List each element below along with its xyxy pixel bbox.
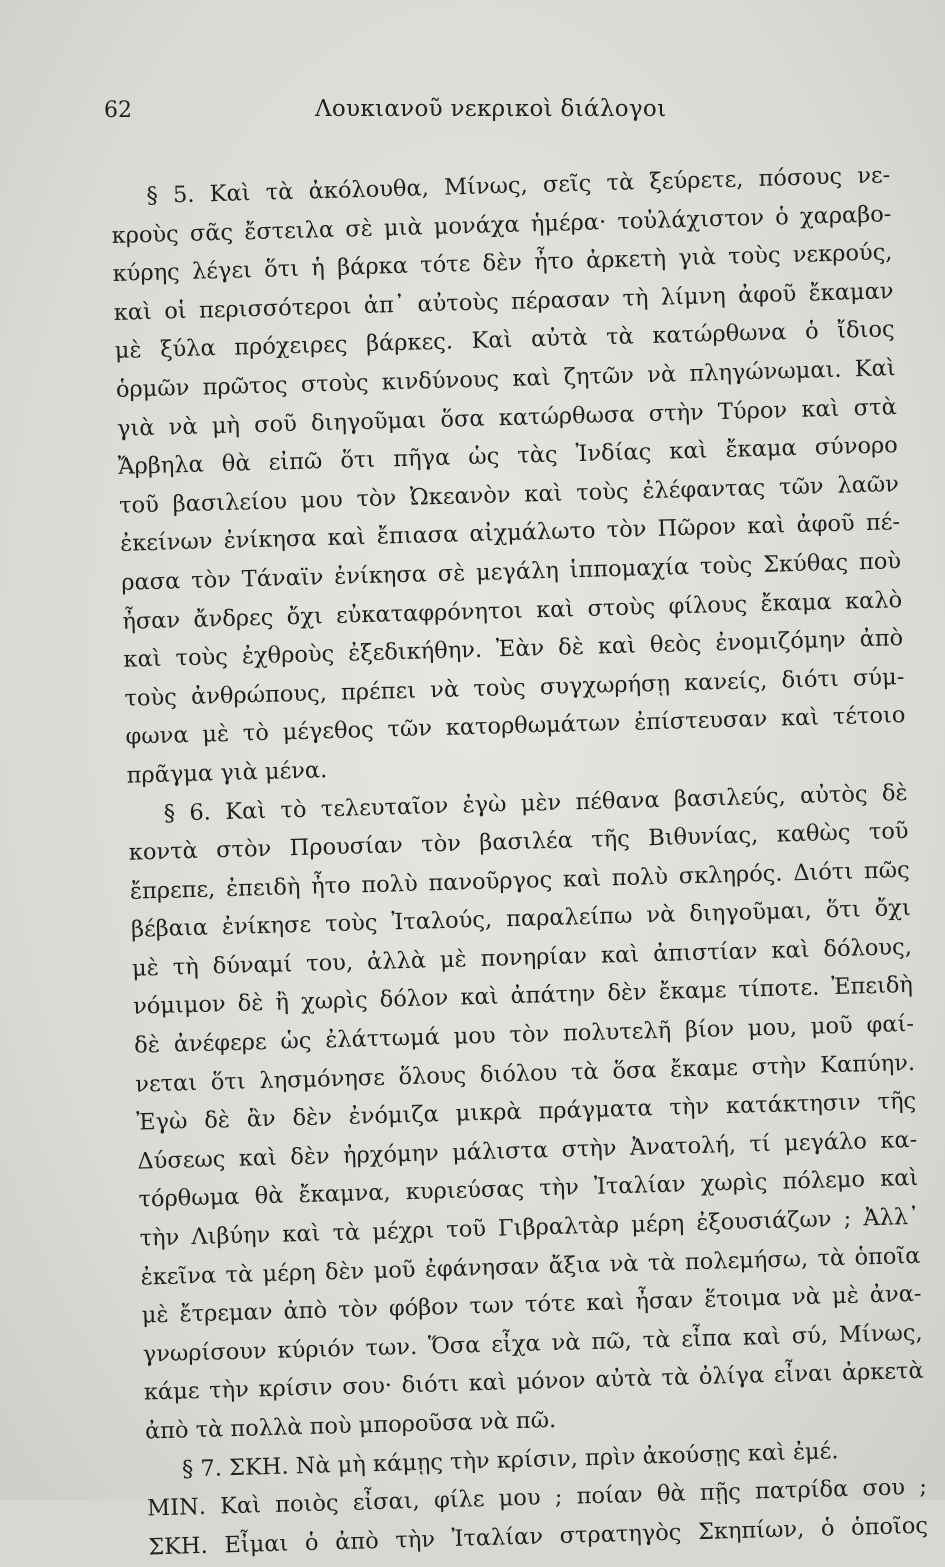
text-line: ΣΚΗ. Εἶμαι ὁ ἀπὸ τὴν Ἰταλίαν στρατηγὸς Σκηπίων, ὁ ὁποῖος [147,1512,929,1561]
text-line: κύρης λέγει ὅτι ἡ βάρκα τότε δὲν ἦτο ἀρκετὴ γιὰ τοὺς νεκρούς, [112,239,893,288]
page-header [104,90,885,130]
text-line: καὶ τοὺς ἐχθροὺς ἐξεδικήθην. Ἐὰν δὲ καὶ θεὸς ἐνομιζόμην ἀπὸ [123,625,904,673]
text-line: τοῦ βασιλείου μου τὸν Ὠκεανὸν καὶ τοὺς ἐλέφαντας τῶν λαῶν [118,470,900,519]
text-line: τοὺς ἀνθρώπους, πρέπει νὰ τοὺς συγχωρήσῃ κανείς, διότι σύμ- [124,663,905,712]
text-line: μὲ ξύλα πρόχειρες βάρκες. Καὶ αὐτὰ τὰ κατώρθωνα ὁ ἴδιος [114,316,895,365]
text-line: μὲ τὴ δύναμί του, ἀλλὰ μὲ πονηρίαν καὶ ἀπιστίαν καὶ δόλους, [131,933,913,982]
text-line: § 5. Καὶ τὰ ἀκόλουθα, Μίνως, σεῖς τὰ ξεύρετε, πόσους νε- [146,162,891,209]
body-text [110,156,928,1567]
text-line: τόρθωμα θὰ ἔκαμνα, κυριεύσας τὴν Ἰταλίαν χωρὶς πόλεμο καὶ [138,1165,919,1214]
text-line: φωνα μὲ τὸ μέγεθος τῶν κατορθωμάτων ἐπίστευσαν καὶ τέτοιο [125,702,906,751]
text-line: κάμε τὴν κρίσιν σου· διότι καὶ μόνον αὐτὰ τὰ ὀλίγα εἶναι ἀρκετὰ [143,1358,924,1406]
text-line: ΜΙΝ. Καὶ ποιὸς εἶσαι, φίλε μου ; ποίαν θὰ πῇς πατρίδα σου ; [146,1473,928,1522]
text-line: γιὰ νὰ μὴ σοῦ διηγοῦμαι ὅσα κατώρθωσα στὴν Τύρον καὶ στὰ [116,393,898,442]
text-line: νεται ὅτι λησμόνησε ὅλους διόλου τὰ ὅσα ἔκαμε στὴν Καπύην. [134,1049,916,1098]
text-line: δὲ ἀνέφερε ὡς ἐλάττωμά μου τὸν πολυτελῆ βίον μου, μοῦ φαί- [133,1010,915,1059]
text-line: βέβαια ἐνίκησε τοὺς Ἰταλούς, παραλείπω νὰ διηγοῦμαι, ὅτι ὄχι [130,895,912,943]
text-line: γνωρίσουν κύριόν των. Ὅσα εἶχα νὰ πῶ, τὰ εἶπα καὶ σύ, Μίνως, [142,1319,923,1368]
text-line: καὶ οἱ περισσότεροι ἀπ᾽ αὐτοὺς πέρασαν τὴ λίμνη ἀφοῦ ἔκαμαν [113,277,894,326]
text-line: Ἄρβηλα θὰ εἰπῶ ὅτι πῆγα ὡς τὰς Ἰνδίας καὶ ἔκαμα σύνορο [117,432,899,481]
running-title: Λουκιανοῦ νεκρικοὶ διάλογοι [315,96,667,122]
text-line: μὲ ἔτρεμαν ἀπὸ τὸν φόβον των τότε καὶ ἦσαν ἕτοιμα νὰ μὲ ἀνα- [141,1281,922,1329]
text-line: Δύσεως καὶ δὲν ἠρχόμην μάλιστα στὴν Ἀνατολή, τί μεγάλο κα- [137,1126,918,1175]
text-line: ἐκείνων ἐνίκησα καὶ ἔπιασα αἰχμάλωτο τὸν Πῶρον καὶ ἀφοῦ πέ- [119,509,901,558]
text-line: ἐκεῖνα τὰ μέρη δὲν μοῦ ἐφάνησαν ἄξια νὰ τὰ πολεμήσω, τὰ ὁποῖα [140,1242,921,1291]
text-line: ἔπρεπε, ἐπειδὴ ἦτο πολὺ πανοῦργος καὶ πολὺ σκληρός. Διότι πῶς [129,856,910,905]
text-line: ρασα τὸν Τάναϊν ἐνίκησα σὲ μεγάλη ἱππομαχία τοὺς Σκύθας ποὺ [120,548,902,596]
text-line: κοντὰ στὸν Προυσίαν τὸν βασιλέα τῆς Βιθυνίας, καθὼς τοῦ [128,818,909,866]
text-line: § 7. ΣΚΗ. Νὰ μὴ κάμῃς τὴν κρίσιν, πρὶν ἀκούσῃς καὶ ἐμέ. [181,1437,839,1483]
text-line: τὴν Λιβύην καὶ τὰ μέχρι τοῦ Γιβραλτὰρ μέρη ἐξουσιάζων ; Ἀλλ᾽ [139,1203,920,1252]
text-line: ἦσαν ἄνδρες ὄχι εὐκαταφρόνητοι καὶ στοὺς φίλους ἔκαμα καλὸ [122,586,903,635]
text-line: ὁρμῶν πρῶτος στοὺς κινδύνους καὶ ζητῶν νὰ πληγώνωμαι. Καὶ [115,355,896,403]
text-line: κροὺς σᾶς ἔστειλα σὲ μιὰ μονάχα ἡμέρα· τοὐλάχιστον ὁ χαραβο- [111,200,892,249]
page-number: 62 [104,98,132,123]
text-line: § 6. Καὶ τὸ τελευταῖον ἐγὼ μὲν πέθανα βασιλεύς, αὐτὸς δὲ [163,779,908,827]
text-line: νόμιμον δὲ ἢ χωρὶς δόλον καὶ ἀπάτην δὲν ἔκαμε τίποτε. Ἐπειδὴ [132,972,914,1021]
text-line: ἀπὸ τὰ πολλὰ ποὺ μποροῦσα νὰ πῶ. [144,1407,557,1445]
text-line: Ἐγὼ δὲ ἂν δὲν ἐνόμιζα μικρὰ πράγματα τὴν κατάκτησιν τῆς [136,1088,917,1136]
text-line: πρᾶγμα γιὰ μένα. [126,757,328,789]
